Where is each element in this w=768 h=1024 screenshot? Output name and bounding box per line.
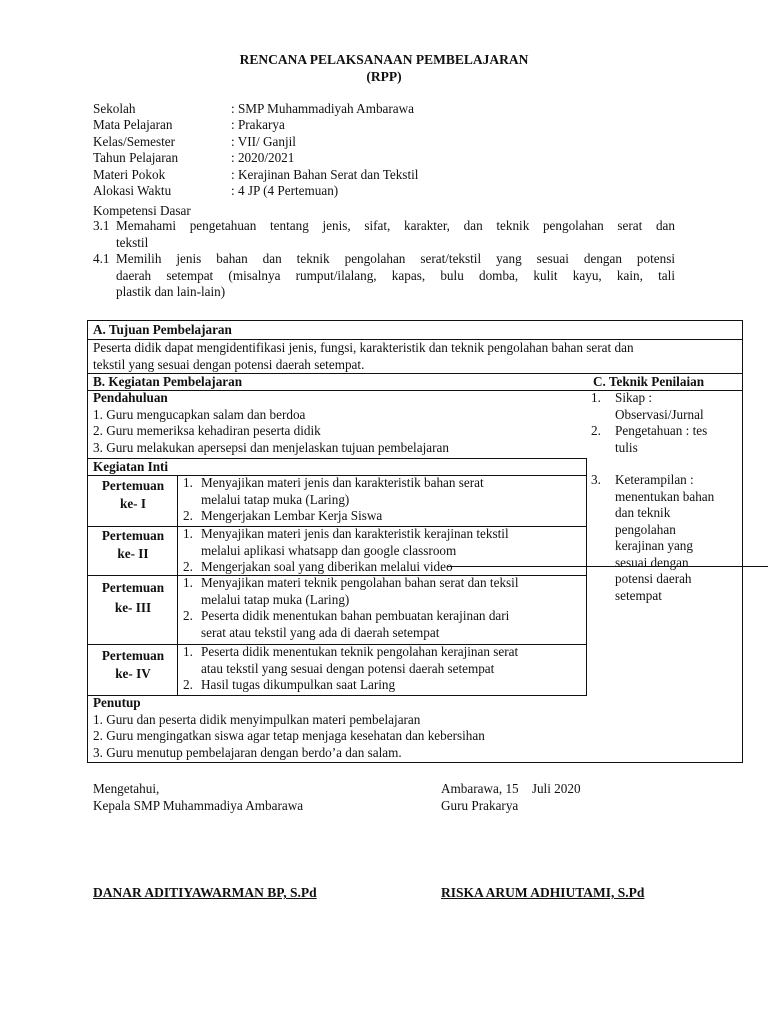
- item-line: melalui aplikasi whatsapp dan google classroom: [201, 542, 457, 558]
- pertemuan-label-line: ke- IV: [115, 666, 151, 681]
- inti-heading: Kegiatan Inti: [93, 459, 169, 474]
- signature-left-line: Mengetahui,: [93, 781, 160, 796]
- teknik-heading: C. Teknik Penilaian: [593, 374, 705, 389]
- document-subtitle: (RPP): [366, 69, 402, 84]
- item-line: dan teknik: [615, 505, 671, 520]
- stray-line: [447, 566, 768, 567]
- kd-number: 3.1: [93, 218, 110, 233]
- item-line: Menyajikan materi jenis dan karakteristik kerajinan tekstil: [201, 526, 509, 541]
- pertemuan-label-line: ke- I: [119, 496, 146, 511]
- signature-right-place-date: Ambarawa, 15 Juli 2020: [441, 781, 581, 796]
- item-line: atau tekstil yang sesuai dengan potensi daerah setempat: [201, 660, 495, 676]
- tujuan-text: [93, 340, 739, 373]
- tujuan-line: tekstil yang sesuai dengan potensi daerah setempat.: [93, 356, 365, 372]
- item-number: 1.: [183, 644, 193, 659]
- identity-value: : Kerajinan Bahan Serat dan Tekstil: [231, 166, 419, 182]
- identity-label: Mata Pelajaran: [93, 117, 173, 133]
- item-line: Menyajikan materi teknik pengolahan bahan serat dan teksil: [201, 575, 519, 590]
- item-line: melalui tatap muka (Laring): [201, 591, 350, 607]
- item-line: Keterampilan :: [615, 472, 694, 487]
- identity-row: [93, 150, 693, 166]
- pertemuan-label-line: Pertemuan: [101, 580, 165, 595]
- item-line: kerajinan yang: [615, 538, 693, 553]
- tujuan-heading: A. Tujuan Pembelajaran: [93, 322, 232, 337]
- item-line: sesuai dengan: [615, 554, 689, 570]
- identity-label: Alokasi Waktu: [93, 182, 172, 198]
- penutup-item: 1. Guru dan peserta didik menyimpulkan materi pembelajaran: [93, 711, 421, 727]
- identity-label: Materi Pokok: [93, 166, 166, 182]
- pendahuluan-item: 3. Guru melakukan apersepsi dan menjelaskan tujuan pembelajaran: [93, 439, 449, 455]
- item-number: 1.: [591, 390, 601, 405]
- item-line: Mengerjakan Lembar Kerja Siswa: [201, 508, 383, 523]
- signature-left-name: DANAR ADITIYAWARMAN BP, S.Pd: [93, 885, 317, 900]
- identity-label: Tahun Pelajaran: [93, 150, 179, 166]
- item-line: menentukan bahan: [615, 488, 715, 504]
- identity-row: [93, 167, 693, 183]
- item-number: 2.: [183, 608, 193, 623]
- identity-row: [93, 117, 693, 133]
- identity-row: [93, 134, 693, 150]
- penutup-heading: Penutup: [93, 695, 141, 710]
- signature-right-title: Guru Prakarya: [441, 797, 519, 813]
- item-number: 1.: [183, 475, 193, 490]
- identity-row: [93, 101, 693, 117]
- item-number: 1.: [183, 526, 193, 541]
- item-line: melalui tatap muka (Laring): [201, 491, 350, 507]
- pendahuluan-item: 2. Guru memeriksa kehadiran peserta didik: [93, 423, 321, 438]
- kegiatan-heading: B. Kegiatan Pembelajaran: [93, 374, 243, 389]
- penilaian-list: [591, 390, 741, 604]
- penutup-item: 2. Guru mengingatkan siswa agar tetap menjaga kesehatan dan kebersihan: [93, 728, 485, 743]
- signature-right-name: RISKA ARUM ADHIUTAMI, S.Pd: [441, 885, 645, 900]
- item-line: setempat: [615, 587, 662, 603]
- identity-value: : Prakarya: [231, 117, 285, 133]
- column-divider: [177, 475, 178, 695]
- pendahuluan-heading: Pendahuluan: [93, 390, 168, 405]
- identity-value: : 2020/2021: [231, 150, 295, 166]
- kd-number: 4.1: [93, 251, 110, 266]
- kd-text: Memilih jenis bahan dan teknik pengolahan serat/tekstil yang sesuai dengan potensi: [116, 251, 675, 266]
- pertemuan-label: [90, 647, 176, 683]
- tujuan-line: Peserta didik dapat mengidentifikasi jenis, fungsi, karakteristik dan teknik pengolahan bahan serat dan: [93, 340, 634, 355]
- item-number: 2.: [183, 559, 193, 574]
- pertemuan-label: [90, 527, 176, 563]
- item-line: Mengerjakan soal yang diberikan melalui video: [201, 559, 453, 574]
- kd-text-cont: plastik dan lain-lain): [116, 284, 226, 299]
- pertemuan-items: [183, 475, 583, 525]
- pertemuan-items: [183, 526, 583, 576]
- item-number: 1.: [183, 575, 193, 590]
- signature-left: [93, 781, 303, 814]
- identity-value: : VII/ Ganjil: [231, 133, 296, 149]
- signature-left-title: Kepala SMP Muhammadiya Ambarawa: [93, 797, 304, 813]
- kd-text-cont: daerah setempat (misalnya rumput/ilalang, kapas, bulu domba, kulit kayu, kain, tali: [116, 267, 675, 283]
- item-number: 2.: [183, 677, 193, 692]
- kd-text: Memahami pengetahuan tentang jenis, sifat, karakter, dan teknik pengolahan serat dan: [116, 218, 675, 233]
- pertemuan-label-line: ke- II: [117, 546, 149, 561]
- identity-row: [93, 183, 693, 199]
- identity-label: Kelas/Semester: [93, 133, 176, 149]
- pertemuan-label-line: ke- III: [114, 600, 152, 615]
- pendahuluan-item: 1. Guru mengucapkan salam dan berdoa: [93, 406, 306, 422]
- pertemuan-label-line: Pertemuan: [101, 478, 165, 493]
- column-divider: [586, 458, 587, 695]
- item-line: tulis: [615, 439, 638, 455]
- item-line: Menyajikan materi jenis dan karakteristik bahan serat: [201, 475, 484, 490]
- pertemuan-items: [183, 575, 583, 641]
- kompetensi-heading: Kompetensi Dasar: [93, 203, 191, 218]
- pertemuan-label-line: Pertemuan: [101, 528, 165, 543]
- item-line: Sikap :: [615, 390, 652, 405]
- identity-value: : SMP Muhammadiyah Ambarawa: [231, 101, 415, 116]
- penutup-item: 3. Guru menutup pembelajaran dengan berdo’a dan salam.: [93, 744, 402, 760]
- signature-right: [441, 781, 581, 814]
- identity-value: : 4 JP (4 Pertemuan): [231, 182, 339, 198]
- lesson-table: [87, 320, 743, 763]
- document-title: RENCANA PELAKSANAAN PEMBELAJARAN: [239, 52, 529, 67]
- item-line: Peserta didik menentukan teknik pengolahan kerajinan serat: [201, 644, 519, 659]
- penutup-section: [93, 695, 653, 761]
- kompetensi-list: [93, 218, 675, 301]
- item-line: Hasil tugas dikumpulkan saat Laring: [201, 677, 396, 692]
- item-number: 2.: [183, 508, 193, 523]
- item-line: potensi daerah: [615, 571, 692, 586]
- item-line: pengolahan: [615, 521, 676, 537]
- identity-block: [93, 101, 693, 199]
- pertemuan-label-line: Pertemuan: [101, 648, 165, 663]
- kd-text-cont: tekstil: [116, 234, 149, 250]
- pertemuan-label: [90, 477, 176, 513]
- pertemuan-items: [183, 644, 583, 694]
- item-line: serat atau tekstil yang ada di daerah setempat: [201, 624, 440, 640]
- item-line: Peserta didik menentukan bahan pembuatan kerajinan dari: [201, 608, 510, 623]
- item-number: 2.: [591, 423, 601, 438]
- pendahuluan-section: [93, 390, 583, 456]
- identity-label: Sekolah: [93, 101, 136, 116]
- item-line: Pengetahuan : tes: [615, 423, 708, 438]
- item-line: Observasi/Jurnal: [615, 406, 704, 422]
- item-number: 3.: [591, 472, 601, 487]
- pertemuan-label: [90, 578, 176, 618]
